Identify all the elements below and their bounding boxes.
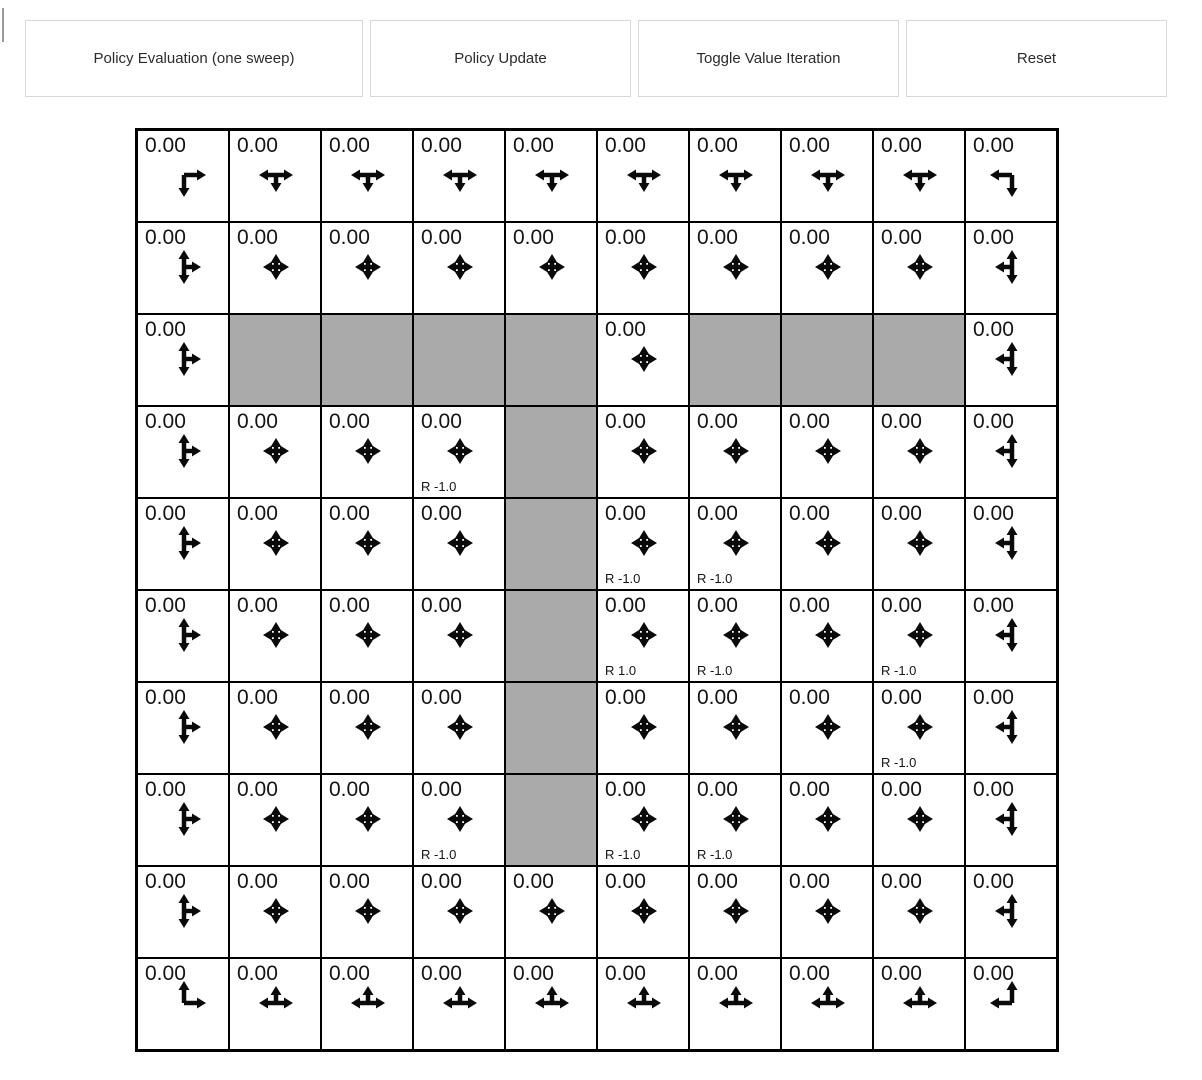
- grid-cell: [689, 958, 781, 1050]
- state-value: 0.00: [421, 778, 462, 801]
- policy-arrows-icon: [244, 143, 308, 207]
- grid-cell: [137, 682, 229, 774]
- grid-cell: [229, 498, 321, 590]
- grid-cell: [597, 958, 689, 1050]
- state-value: 0.00: [329, 686, 370, 709]
- policy-arrows-icon: [612, 695, 676, 759]
- wall-cell: [505, 682, 597, 774]
- policy-arrows-icon: [796, 143, 860, 207]
- policy-arrows-icon: [336, 603, 400, 667]
- grid-cell: [781, 958, 873, 1050]
- grid-cell: [597, 222, 689, 314]
- state-value: 0.00: [789, 594, 830, 617]
- policy-arrows-icon: [888, 879, 952, 943]
- grid-cell: [597, 774, 689, 866]
- policy-arrows-icon: [244, 511, 308, 575]
- policy-arrows-icon: [888, 603, 952, 667]
- policy-evaluation-button[interactable]: Policy Evaluation (one sweep): [25, 20, 363, 97]
- grid-cell: [413, 774, 505, 866]
- policy-arrows-icon: [704, 419, 768, 483]
- state-value: 0.00: [973, 318, 1014, 341]
- grid-cell: [965, 774, 1057, 866]
- grid-cell: [137, 406, 229, 498]
- policy-arrows-icon: [520, 971, 584, 1035]
- grid-cell: [689, 866, 781, 958]
- state-value: 0.00: [145, 318, 186, 341]
- policy-arrows-icon: [888, 695, 952, 759]
- grid-cell: [137, 958, 229, 1050]
- policy-arrows-icon: [704, 143, 768, 207]
- policy-arrows-icon: [888, 419, 952, 483]
- policy-arrows-icon: [612, 971, 676, 1035]
- policy-arrows-icon: [336, 511, 400, 575]
- state-value: 0.00: [973, 962, 1014, 985]
- state-value: 0.00: [145, 134, 186, 157]
- grid-cell: [229, 682, 321, 774]
- grid-cell: [781, 682, 873, 774]
- policy-arrows-icon: [152, 603, 216, 667]
- state-value: 0.00: [881, 134, 922, 157]
- state-value: 0.00: [145, 962, 186, 985]
- policy-arrows-icon: [520, 235, 584, 299]
- policy-arrows-icon: [520, 879, 584, 943]
- policy-arrows-icon: [244, 603, 308, 667]
- grid-cell: [505, 958, 597, 1050]
- policy-arrows-icon: [428, 695, 492, 759]
- grid-cell: [873, 866, 965, 958]
- grid-cell: [229, 958, 321, 1050]
- policy-arrows-icon: [612, 879, 676, 943]
- grid-cell: [413, 222, 505, 314]
- policy-arrows-icon: [704, 511, 768, 575]
- policy-arrows-icon: [888, 143, 952, 207]
- grid-cell: [413, 130, 505, 222]
- wall-cell: [505, 774, 597, 866]
- reward-label: R -1.0: [605, 571, 641, 586]
- policy-arrows-icon: [428, 143, 492, 207]
- reward-label: R -1.0: [697, 847, 733, 862]
- grid-cell: [597, 130, 689, 222]
- state-value: 0.00: [513, 962, 554, 985]
- grid-cell: [873, 406, 965, 498]
- grid-cell: [597, 498, 689, 590]
- grid-cell: [965, 590, 1057, 682]
- state-value: 0.00: [881, 410, 922, 433]
- state-value: 0.00: [421, 410, 462, 433]
- grid-cell: [137, 774, 229, 866]
- policy-arrows-icon: [888, 235, 952, 299]
- state-value: 0.00: [237, 962, 278, 985]
- policy-arrows-icon: [244, 879, 308, 943]
- state-value: 0.00: [513, 870, 554, 893]
- state-value: 0.00: [973, 410, 1014, 433]
- grid-cell: [597, 406, 689, 498]
- state-value: 0.00: [697, 778, 738, 801]
- grid-cell: [413, 590, 505, 682]
- grid-cell: [137, 130, 229, 222]
- state-value: 0.00: [513, 226, 554, 249]
- state-value: 0.00: [145, 778, 186, 801]
- state-value: 0.00: [421, 226, 462, 249]
- grid-cell: [137, 866, 229, 958]
- grid-cell: [505, 866, 597, 958]
- reward-label: R -1.0: [697, 571, 733, 586]
- grid-cell: [689, 406, 781, 498]
- wall-cell: [505, 314, 597, 406]
- wall-cell: [689, 314, 781, 406]
- grid-cell: [321, 406, 413, 498]
- policy-arrows-icon: [980, 327, 1044, 391]
- grid-cell: [689, 222, 781, 314]
- wall-cell: [505, 406, 597, 498]
- grid-cell: [781, 130, 873, 222]
- state-value: 0.00: [145, 410, 186, 433]
- state-value: 0.00: [605, 778, 646, 801]
- state-value: 0.00: [605, 318, 646, 341]
- wall-cell: [229, 314, 321, 406]
- state-value: 0.00: [973, 134, 1014, 157]
- state-value: 0.00: [789, 686, 830, 709]
- state-value: 0.00: [145, 686, 186, 709]
- reward-label: R -1.0: [881, 755, 917, 770]
- state-value: 0.00: [421, 594, 462, 617]
- state-value: 0.00: [145, 870, 186, 893]
- state-value: 0.00: [237, 686, 278, 709]
- reward-label: R -1.0: [881, 663, 917, 678]
- reward-label: R -1.0: [697, 663, 733, 678]
- policy-arrows-icon: [428, 235, 492, 299]
- grid-cell: [229, 866, 321, 958]
- policy-arrows-icon: [704, 787, 768, 851]
- grid-cell: [873, 958, 965, 1050]
- state-value: 0.00: [237, 778, 278, 801]
- grid-cell: [137, 222, 229, 314]
- grid-cell: [965, 498, 1057, 590]
- reward-label: R -1.0: [421, 479, 457, 494]
- policy-arrows-icon: [704, 603, 768, 667]
- grid-cell: [413, 498, 505, 590]
- grid-cell: [321, 774, 413, 866]
- policy-arrows-icon: [612, 327, 676, 391]
- state-value: 0.00: [697, 962, 738, 985]
- policy-arrows-icon: [704, 695, 768, 759]
- gridworld: [135, 128, 1059, 1052]
- state-value: 0.00: [145, 226, 186, 249]
- policy-arrows-icon: [796, 695, 860, 759]
- grid-cell: [781, 406, 873, 498]
- state-value: 0.00: [329, 594, 370, 617]
- state-value: 0.00: [329, 962, 370, 985]
- state-value: 0.00: [605, 870, 646, 893]
- state-value: 0.00: [881, 686, 922, 709]
- policy-arrows-icon: [336, 787, 400, 851]
- state-value: 0.00: [697, 594, 738, 617]
- state-value: 0.00: [605, 962, 646, 985]
- state-value: 0.00: [881, 870, 922, 893]
- state-value: 0.00: [789, 502, 830, 525]
- wall-cell: [505, 590, 597, 682]
- state-value: 0.00: [789, 870, 830, 893]
- policy-arrows-icon: [152, 879, 216, 943]
- policy-arrows-icon: [796, 511, 860, 575]
- reward-label: R 1.0: [605, 663, 637, 678]
- policy-arrows-icon: [796, 603, 860, 667]
- policy-arrows-icon: [796, 879, 860, 943]
- policy-arrows-icon: [336, 695, 400, 759]
- policy-arrows-icon: [980, 879, 1044, 943]
- state-value: 0.00: [973, 226, 1014, 249]
- state-value: 0.00: [605, 686, 646, 709]
- policy-arrows-icon: [152, 235, 216, 299]
- state-value: 0.00: [329, 778, 370, 801]
- grid-cell: [321, 682, 413, 774]
- policy-arrows-icon: [152, 327, 216, 391]
- state-value: 0.00: [697, 134, 738, 157]
- policy-arrows-icon: [704, 235, 768, 299]
- wall-cell: [413, 314, 505, 406]
- policy-arrows-icon: [888, 511, 952, 575]
- policy-arrows-icon: [704, 971, 768, 1035]
- grid-cell: [597, 590, 689, 682]
- state-value: 0.00: [605, 594, 646, 617]
- grid-cell: [229, 774, 321, 866]
- grid-cell: [597, 866, 689, 958]
- policy-arrows-icon: [336, 235, 400, 299]
- grid-cell: [229, 130, 321, 222]
- policy-arrows-icon: [888, 971, 952, 1035]
- policy-arrows-icon: [980, 143, 1044, 207]
- state-value: 0.00: [421, 686, 462, 709]
- policy-arrows-icon: [796, 787, 860, 851]
- policy-arrows-icon: [152, 511, 216, 575]
- state-value: 0.00: [697, 502, 738, 525]
- state-value: 0.00: [237, 410, 278, 433]
- policy-arrows-icon: [428, 879, 492, 943]
- grid-cell: [873, 682, 965, 774]
- grid-cell: [781, 866, 873, 958]
- grid-cell: [321, 498, 413, 590]
- policy-arrows-icon: [152, 787, 216, 851]
- grid-cell: [965, 682, 1057, 774]
- grid-cell: [137, 314, 229, 406]
- policy-arrows-icon: [152, 695, 216, 759]
- state-value: 0.00: [881, 502, 922, 525]
- grid-cell: [137, 498, 229, 590]
- grid-cell: [689, 590, 781, 682]
- grid-cell: [781, 498, 873, 590]
- policy-arrows-icon: [152, 143, 216, 207]
- grid-cell: [229, 590, 321, 682]
- toolbar: [25, 20, 1167, 97]
- policy-arrows-icon: [980, 787, 1044, 851]
- policy-arrows-icon: [612, 235, 676, 299]
- grid-cell: [965, 130, 1057, 222]
- grid-cell: [781, 774, 873, 866]
- state-value: 0.00: [789, 410, 830, 433]
- policy-arrows-icon: [152, 419, 216, 483]
- policy-arrows-icon: [152, 971, 216, 1035]
- grid-cell: [321, 130, 413, 222]
- grid-cell: [413, 406, 505, 498]
- grid-cell: [781, 222, 873, 314]
- state-value: 0.00: [237, 134, 278, 157]
- grid-cell: [505, 222, 597, 314]
- grid-cell: [873, 498, 965, 590]
- grid-cell: [965, 222, 1057, 314]
- grid-cell: [321, 590, 413, 682]
- policy-arrows-icon: [980, 695, 1044, 759]
- policy-arrows-icon: [704, 879, 768, 943]
- policy-arrows-icon: [980, 511, 1044, 575]
- policy-arrows-icon: [244, 419, 308, 483]
- grid-cell: [873, 774, 965, 866]
- policy-arrows-icon: [796, 235, 860, 299]
- state-value: 0.00: [421, 962, 462, 985]
- policy-arrows-icon: [428, 971, 492, 1035]
- wall-cell: [505, 498, 597, 590]
- state-value: 0.00: [237, 226, 278, 249]
- state-value: 0.00: [789, 226, 830, 249]
- wall-cell: [873, 314, 965, 406]
- state-value: 0.00: [881, 962, 922, 985]
- state-value: 0.00: [789, 962, 830, 985]
- toggle-value-iteration-button[interactable]: Toggle Value Iteration: [638, 20, 899, 97]
- wall-cell: [781, 314, 873, 406]
- grid-cell: [689, 774, 781, 866]
- policy-arrows-icon: [336, 143, 400, 207]
- state-value: 0.00: [881, 226, 922, 249]
- policy-arrows-icon: [428, 603, 492, 667]
- grid-cell: [873, 222, 965, 314]
- policy-arrows-icon: [796, 971, 860, 1035]
- state-value: 0.00: [881, 594, 922, 617]
- policy-arrows-icon: [336, 419, 400, 483]
- state-value: 0.00: [329, 502, 370, 525]
- grid-cell: [965, 314, 1057, 406]
- state-value: 0.00: [973, 870, 1014, 893]
- grid-cell: [689, 130, 781, 222]
- policy-arrows-icon: [428, 419, 492, 483]
- policy-arrows-icon: [612, 787, 676, 851]
- grid-cell: [689, 498, 781, 590]
- policy-arrows-icon: [244, 787, 308, 851]
- state-value: 0.00: [697, 226, 738, 249]
- state-value: 0.00: [329, 134, 370, 157]
- state-value: 0.00: [329, 870, 370, 893]
- state-value: 0.00: [513, 134, 554, 157]
- state-value: 0.00: [605, 226, 646, 249]
- state-value: 0.00: [421, 870, 462, 893]
- state-value: 0.00: [973, 502, 1014, 525]
- policy-arrows-icon: [336, 879, 400, 943]
- state-value: 0.00: [973, 594, 1014, 617]
- state-value: 0.00: [237, 502, 278, 525]
- state-value: 0.00: [789, 778, 830, 801]
- state-value: 0.00: [697, 686, 738, 709]
- policy-arrows-icon: [612, 511, 676, 575]
- grid-cell: [229, 406, 321, 498]
- state-value: 0.00: [973, 686, 1014, 709]
- state-value: 0.00: [605, 502, 646, 525]
- policy-arrows-icon: [980, 971, 1044, 1035]
- grid-cell: [321, 866, 413, 958]
- policy-arrows-icon: [612, 143, 676, 207]
- grid-cell: [781, 590, 873, 682]
- grid-cell: [597, 314, 689, 406]
- state-value: 0.00: [237, 594, 278, 617]
- state-value: 0.00: [237, 870, 278, 893]
- grid-cell: [413, 682, 505, 774]
- state-value: 0.00: [605, 410, 646, 433]
- policy-arrows-icon: [244, 971, 308, 1035]
- policy-arrows-icon: [980, 419, 1044, 483]
- grid-cell: [137, 590, 229, 682]
- policy-arrows-icon: [612, 603, 676, 667]
- policy-arrows-icon: [428, 511, 492, 575]
- state-value: 0.00: [697, 410, 738, 433]
- policy-arrows-icon: [612, 419, 676, 483]
- grid-cell: [321, 222, 413, 314]
- state-value: 0.00: [881, 778, 922, 801]
- grid-cell: [229, 222, 321, 314]
- reward-label: R -1.0: [605, 847, 641, 862]
- policy-arrows-icon: [336, 971, 400, 1035]
- grid-cell: [413, 866, 505, 958]
- policy-update-button[interactable]: Policy Update: [370, 20, 631, 97]
- policy-arrows-icon: [980, 235, 1044, 299]
- grid-cell: [965, 406, 1057, 498]
- page-edge-line: [2, 8, 4, 42]
- grid-cell: [413, 958, 505, 1050]
- state-value: 0.00: [421, 502, 462, 525]
- state-value: 0.00: [605, 134, 646, 157]
- state-value: 0.00: [697, 870, 738, 893]
- policy-arrows-icon: [888, 787, 952, 851]
- wall-cell: [321, 314, 413, 406]
- grid-cell: [965, 958, 1057, 1050]
- policy-arrows-icon: [244, 235, 308, 299]
- policy-arrows-icon: [520, 143, 584, 207]
- reward-label: R -1.0: [421, 847, 457, 862]
- grid-cell: [321, 958, 413, 1050]
- state-value: 0.00: [789, 134, 830, 157]
- grid-cell: [689, 682, 781, 774]
- policy-arrows-icon: [796, 419, 860, 483]
- grid-cell: [965, 866, 1057, 958]
- state-value: 0.00: [145, 594, 186, 617]
- grid-cell: [505, 130, 597, 222]
- state-value: 0.00: [329, 410, 370, 433]
- state-value: 0.00: [145, 502, 186, 525]
- reset-button[interactable]: Reset: [906, 20, 1167, 97]
- grid-cell: [873, 590, 965, 682]
- policy-arrows-icon: [980, 603, 1044, 667]
- state-value: 0.00: [973, 778, 1014, 801]
- policy-arrows-icon: [428, 787, 492, 851]
- grid-cell: [873, 130, 965, 222]
- state-value: 0.00: [421, 134, 462, 157]
- grid-cell: [597, 682, 689, 774]
- state-value: 0.00: [329, 226, 370, 249]
- policy-arrows-icon: [244, 695, 308, 759]
